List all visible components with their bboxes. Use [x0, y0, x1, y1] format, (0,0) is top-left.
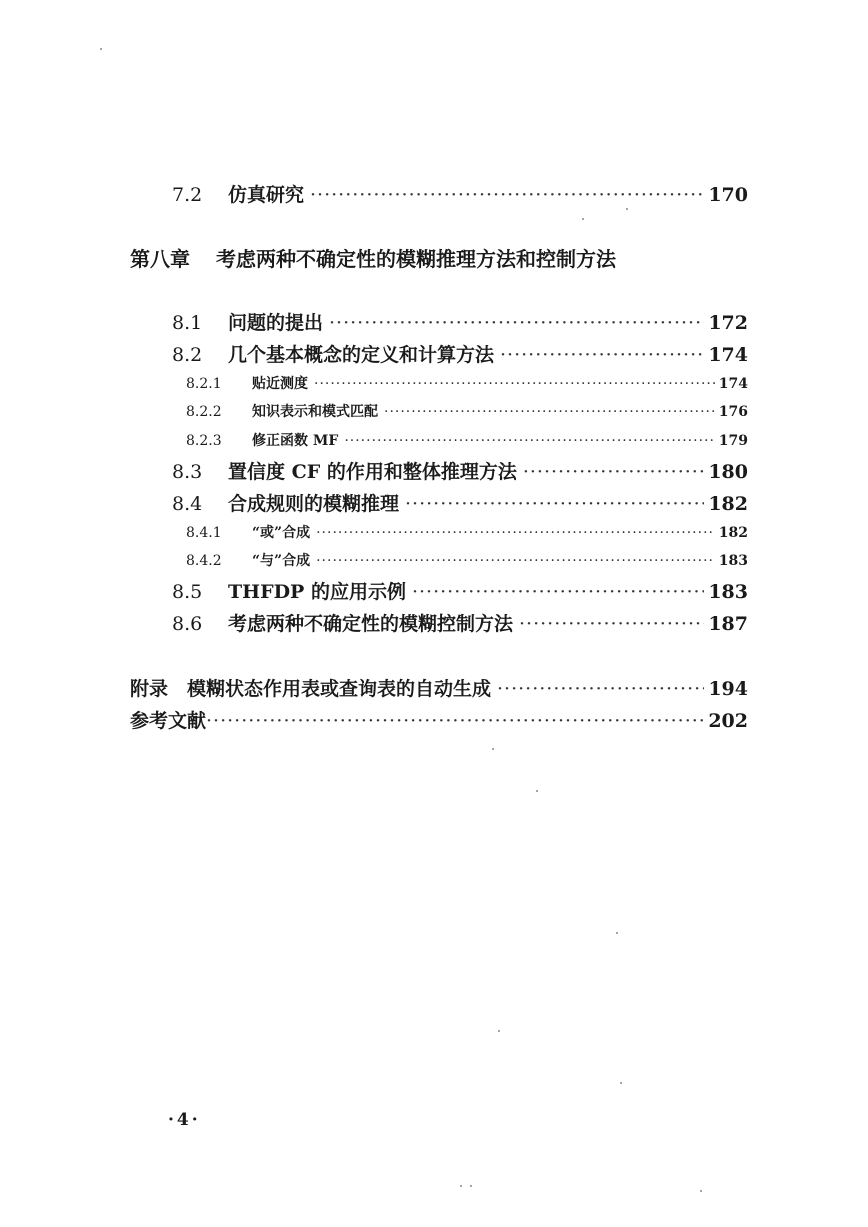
- section-title: 修正函数 MF: [252, 433, 339, 449]
- section-number: 8.2.3: [186, 433, 222, 449]
- page-number: 174: [718, 376, 748, 392]
- section-title: 几个基本概念的定义和计算方法: [228, 344, 495, 366]
- dot-leader: [497, 678, 704, 700]
- dot-leader: [314, 376, 715, 392]
- chapter-label: 第八章: [130, 247, 190, 271]
- page-number: 182: [708, 493, 748, 515]
- chapter-title: 考虑两种不确定性的模糊推理方法和控制方法: [216, 247, 616, 271]
- dot-leader: [316, 525, 715, 541]
- page-number: 182: [718, 525, 748, 541]
- scan-speck: [620, 1082, 622, 1084]
- section-number: 7.2: [172, 184, 203, 206]
- section-number: 8.6: [172, 613, 203, 635]
- dot-leader: [316, 553, 715, 569]
- scan-speck: [700, 1190, 702, 1192]
- toc-entry-8-1[interactable]: [172, 308, 748, 335]
- dot-leader: [344, 433, 714, 449]
- section-title: 合成规则的模糊推理: [228, 493, 400, 515]
- scan-speck: [498, 1030, 500, 1032]
- scan-speck: [582, 218, 584, 220]
- section-title: “或”合成: [252, 525, 311, 541]
- dot-leader: [412, 581, 704, 603]
- section-title: 贴近测度: [252, 376, 308, 392]
- dot-leader: [384, 404, 715, 420]
- section-number: 8.1: [172, 312, 203, 334]
- page-number: 170: [708, 184, 748, 206]
- page-number: 176: [718, 404, 748, 420]
- toc-entry-7-2[interactable]: [172, 180, 748, 207]
- page-number: 180: [708, 461, 748, 483]
- toc-entry-8-2-2[interactable]: [186, 401, 748, 421]
- dot-leader: [310, 184, 704, 206]
- toc-entry-8-4-2[interactable]: [186, 550, 748, 570]
- references-title: 参考文献: [130, 710, 207, 732]
- section-title: “与”合成: [252, 553, 311, 569]
- toc-entry-8-4-1[interactable]: [186, 522, 748, 542]
- dot-leader: [519, 613, 704, 635]
- page-number: 174: [708, 344, 748, 366]
- page-number: 179: [718, 433, 748, 449]
- section-number: 8.4: [172, 493, 203, 515]
- appendix-title: 附录 模糊状态作用表或查询表的自动生成: [130, 678, 492, 700]
- toc-entry-appendix[interactable]: [130, 674, 748, 701]
- section-title: 知识表示和模式匹配: [252, 404, 378, 420]
- section-number: 8.4.1: [186, 525, 222, 541]
- toc-entry-8-5[interactable]: [172, 577, 748, 604]
- section-title: 仿真研究: [228, 184, 305, 206]
- scan-speck: [492, 748, 494, 750]
- scan-speck: [616, 932, 618, 934]
- section-title: 问题的提出: [228, 312, 324, 334]
- scan-speck: [536, 790, 538, 792]
- dot-leader: [329, 312, 704, 334]
- section-number: 8.3: [172, 461, 203, 483]
- section-number: 8.5: [172, 581, 203, 603]
- toc-entry-8-4[interactable]: [172, 489, 748, 516]
- dot-leader: [523, 461, 704, 483]
- dot-leader: [206, 710, 704, 732]
- page-number: 172: [708, 312, 748, 334]
- toc-entry-8-6[interactable]: [172, 609, 748, 636]
- toc-entry-8-2-3[interactable]: [186, 430, 748, 450]
- dot-leader: [405, 493, 704, 515]
- section-number: 8.2: [172, 344, 203, 366]
- toc-entry-8-2[interactable]: [172, 340, 748, 367]
- toc-entry-references[interactable]: [130, 706, 748, 733]
- section-title: 考虑两种不确定性的模糊控制方法: [228, 613, 514, 635]
- scan-speck: [626, 208, 628, 210]
- page-number: 202: [708, 710, 748, 732]
- scan-speck: [460, 1185, 462, 1187]
- section-number: 8.4.2: [186, 553, 222, 569]
- page-number: 183: [708, 581, 748, 603]
- section-title: 置信度 CF 的作用和整体推理方法: [228, 461, 517, 483]
- page-folio: ·4·: [168, 1110, 201, 1130]
- page-number: 183: [718, 553, 748, 569]
- page-number: 194: [708, 678, 748, 700]
- page-number: 187: [708, 613, 748, 635]
- toc-entry-8-3[interactable]: [172, 457, 748, 484]
- section-number: 8.2.2: [186, 404, 222, 420]
- scan-speck: [100, 48, 102, 50]
- chapter-heading-8[interactable]: [130, 243, 616, 272]
- toc-entry-8-2-1[interactable]: [186, 373, 748, 393]
- section-number: 8.2.1: [186, 376, 222, 392]
- section-title: THFDP 的应用示例: [228, 581, 406, 603]
- dot-leader: [500, 344, 704, 366]
- scan-speck: [470, 1185, 472, 1187]
